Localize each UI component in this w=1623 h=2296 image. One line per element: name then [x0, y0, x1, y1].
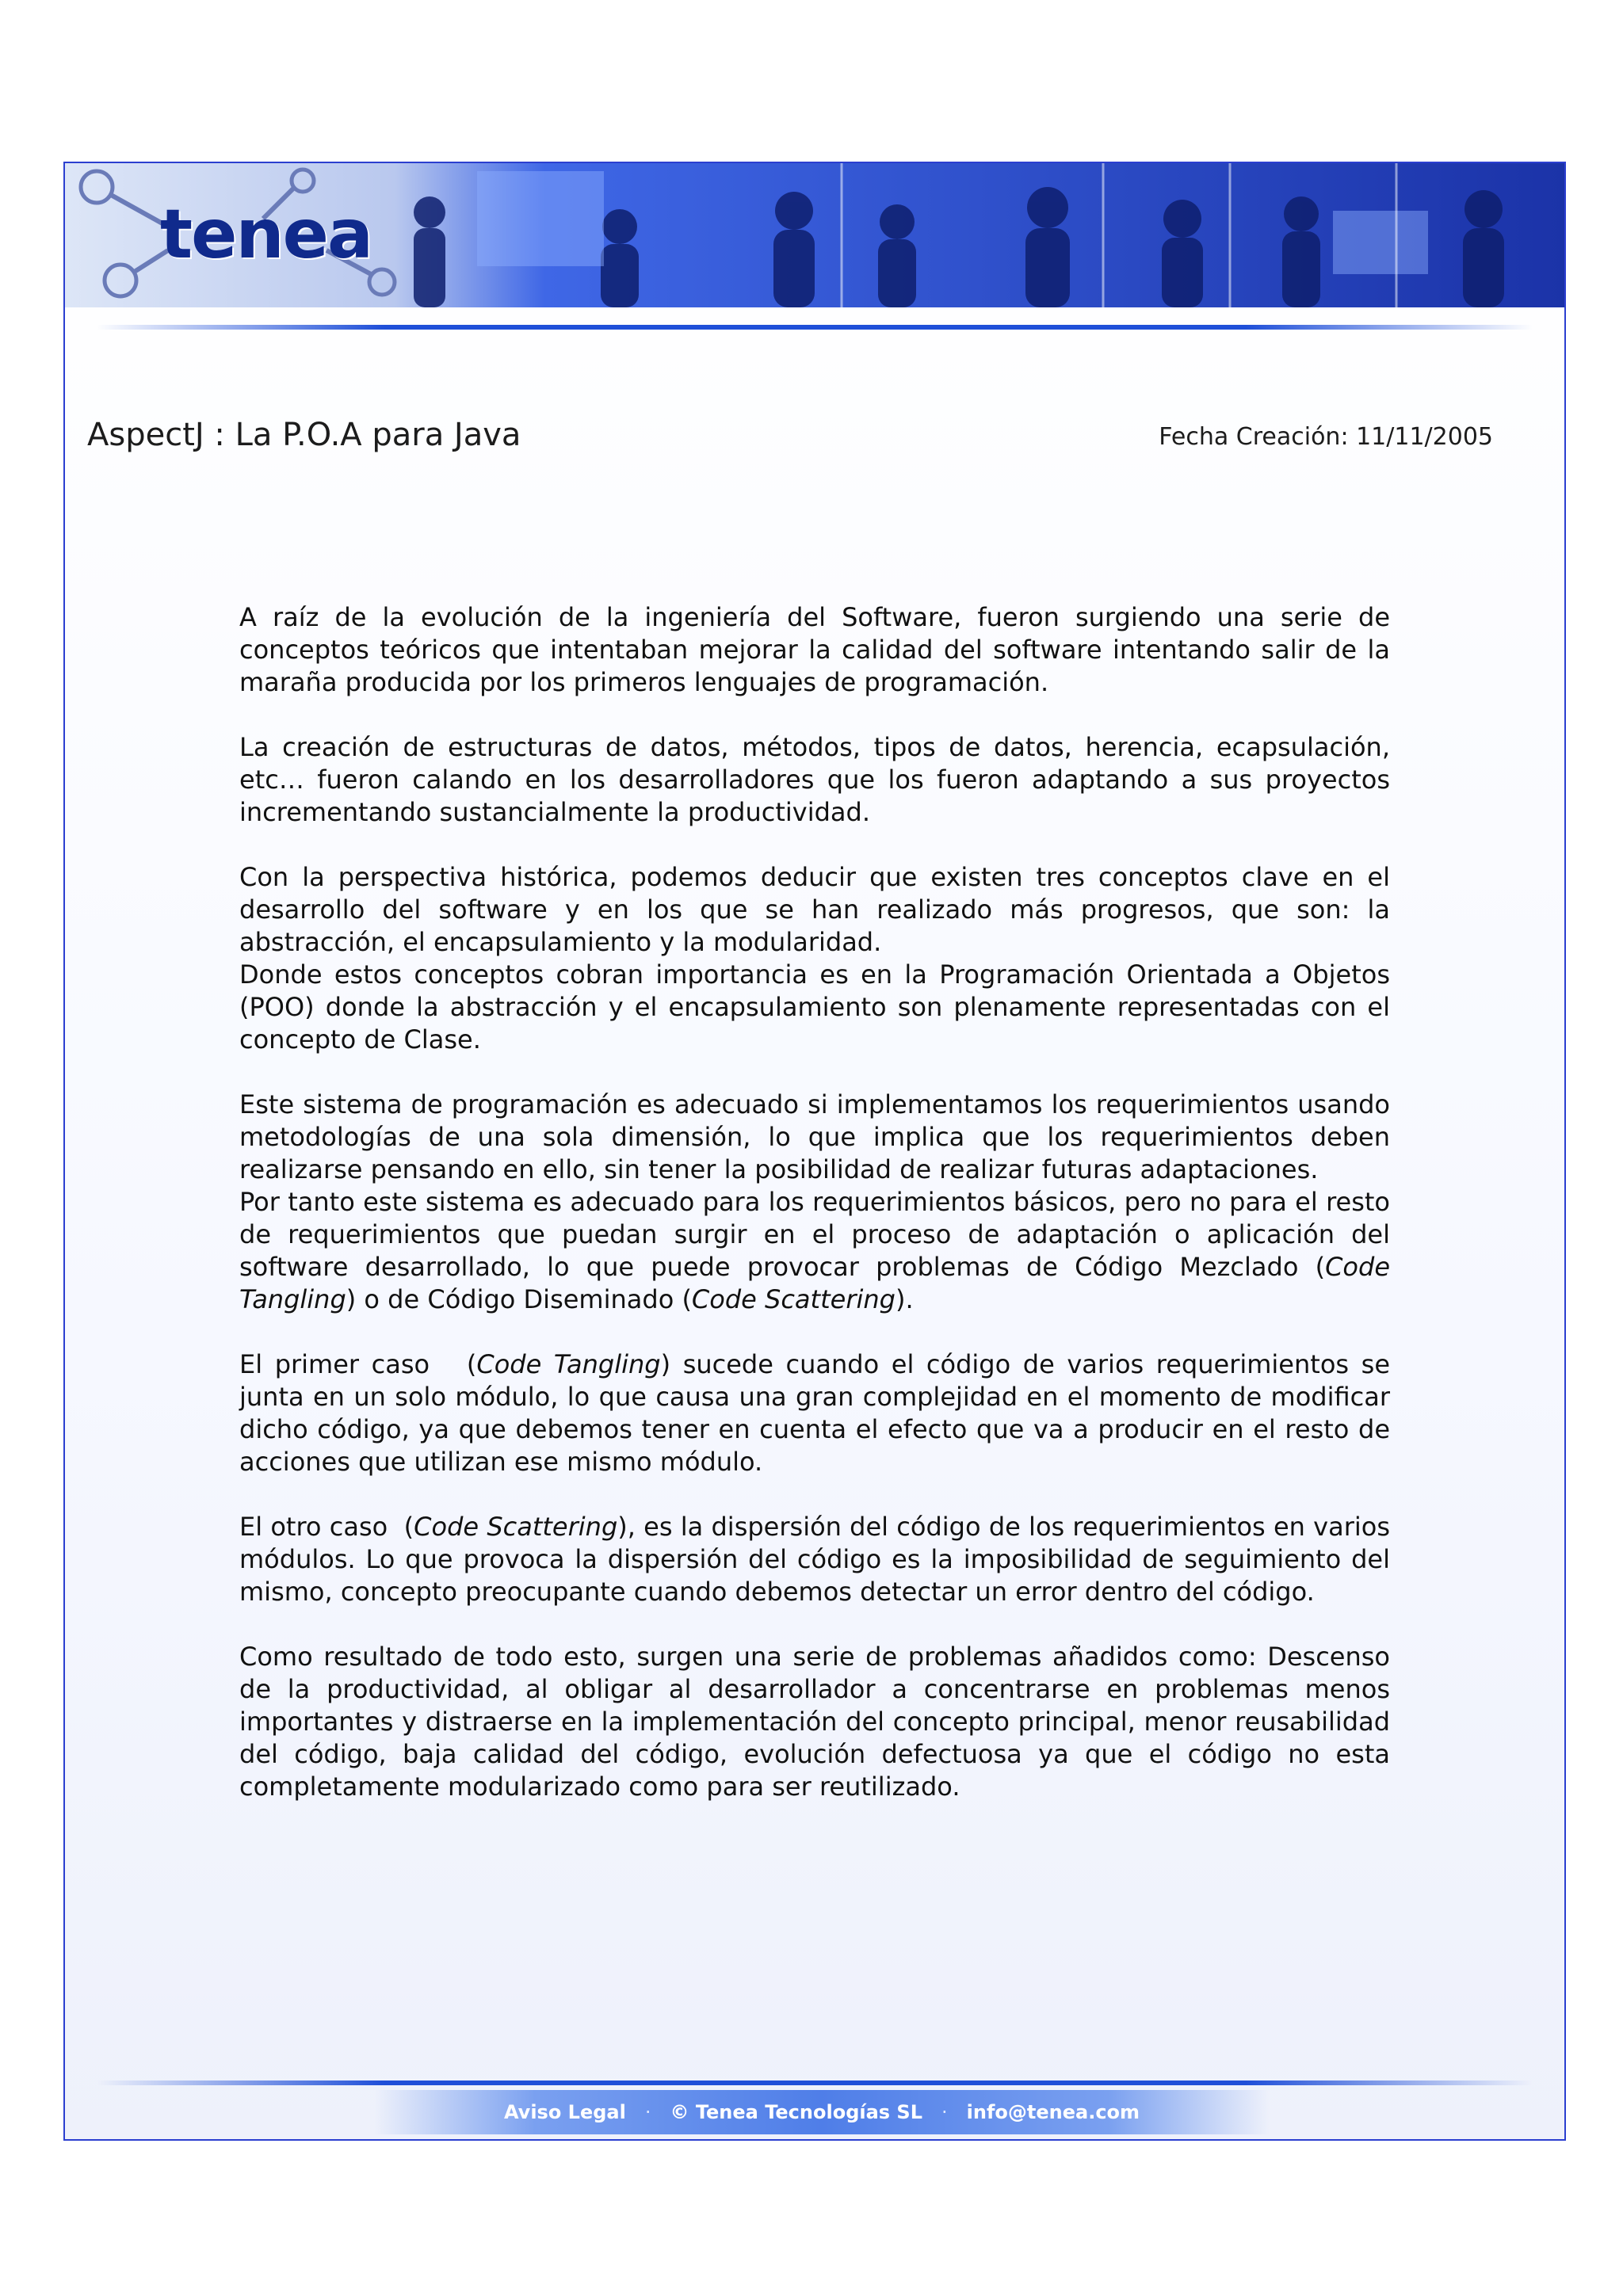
term-code-tangling: Code Tangling — [476, 1349, 661, 1379]
copyright-text: © Tenea Tecnologías SL — [670, 2101, 923, 2123]
paragraph: Este sistema de programación es adecuado si implementamos los requerimientos usando metodologías de una sola dimensión, lo que implica que los requerimientos deben realizarse pensando en ello, sin tener la posibilidad de realizar futuras adaptaciones. — [239, 1089, 1390, 1184]
footer — [65, 2081, 1564, 2139]
text-run: ), es la dispersión del código de los requerimientos en varios módulos. Lo que provoca la dispersión del código es la imposibilidad de seguimiento del mismo, concepto preocupante cuando debemos detectar un error dentro del código. — [239, 1512, 1391, 1607]
paragraph: La creación de estructuras de datos, métodos, tipos de datos, herencia, ecapsulación, etc… fueron calando en los desarrolladores que los fueron adaptando a sus proyectos incrementando sustancialmente la productividad. — [239, 732, 1390, 827]
page-frame — [63, 162, 1566, 2141]
paragraph: Donde estos conceptos cobran importancia es en la Programación Orientada a Objetos (POO) donde la abstracción y el encapsulamiento son plenamente representadas con el concepto de Clase. — [239, 959, 1390, 1055]
footer-separator: · — [644, 2101, 651, 2123]
footer-separator: · — [941, 2101, 948, 2123]
article-body — [239, 601, 1390, 1836]
footer-bar — [374, 2090, 1270, 2134]
paragraph — [239, 1511, 1390, 1608]
paragraph: Como resultado de todo esto, surgen una serie de problemas añadidos como: Descenso de la productividad, al obligar al desarrollador a concentrarse en problemas menos importantes y distraerse en la implementación del concepto principal, menor reusabilidad del código, baja calidad del código, evolución defectuosa ya que el código no esta completamente modularizado como para ser reutilizado. — [239, 1642, 1390, 1802]
footer-divider — [97, 2081, 1533, 2085]
text-run: El otro caso ( — [239, 1512, 414, 1542]
text-run: ) o de Código Diseminado ( — [346, 1284, 692, 1314]
email-link[interactable]: info@tenea.com — [966, 2101, 1140, 2123]
legal-notice-link[interactable]: Aviso Legal — [503, 2101, 626, 2123]
text-run: Por tanto este sistema es adecuado para los requerimientos básicos, pero no para el resto de requerimientos que puedan surgir en el proceso de adaptación o aplicación del software desarrollado, lo que puede provocar problemas de Código Mezclado ( — [239, 1187, 1390, 1282]
paragraph — [239, 1348, 1390, 1478]
text-run: El primer caso ( — [239, 1349, 477, 1379]
text-run: ). — [895, 1284, 914, 1314]
term-code-scattering: Code Scattering — [414, 1512, 618, 1542]
header-banner — [65, 163, 1564, 307]
text-run: ) sucede cuando el código de varios requerimientos se junta en un solo módulo, lo que causa una gran complejidad en el momento de modificar dicho código, ya que debemos tener en cuenta el efecto que va a producir en el resto de acciones que utilizan ese mismo módulo. — [239, 1349, 1391, 1477]
term-code-scattering: Code Scattering — [691, 1284, 896, 1314]
paragraph — [239, 1186, 1390, 1316]
header-divider — [97, 325, 1533, 330]
term-code-tangling: Code Tangling — [239, 1252, 1390, 1314]
paragraph: A raíz de la evolución de la ingeniería del Software, fueron surgiendo una serie de conceptos teóricos que intentaban mejorar la calidad del software intentando salir de la maraña producida por los primeros lenguajes de programación. — [239, 602, 1390, 697]
paragraph: Con la perspectiva histórica, podemos deducir que existen tres conceptos clave en el desarrollo del software y en los que se han realizado más progresos, que son: la abstracción, el encapsulamiento y la modularidad. — [239, 862, 1390, 957]
creation-date: Fecha Creación: 11/11/2005 — [1159, 423, 1493, 451]
page-title: AspectJ : La P.O.A para Java — [87, 417, 521, 453]
tenea-logo[interactable]: tenea — [160, 195, 372, 274]
